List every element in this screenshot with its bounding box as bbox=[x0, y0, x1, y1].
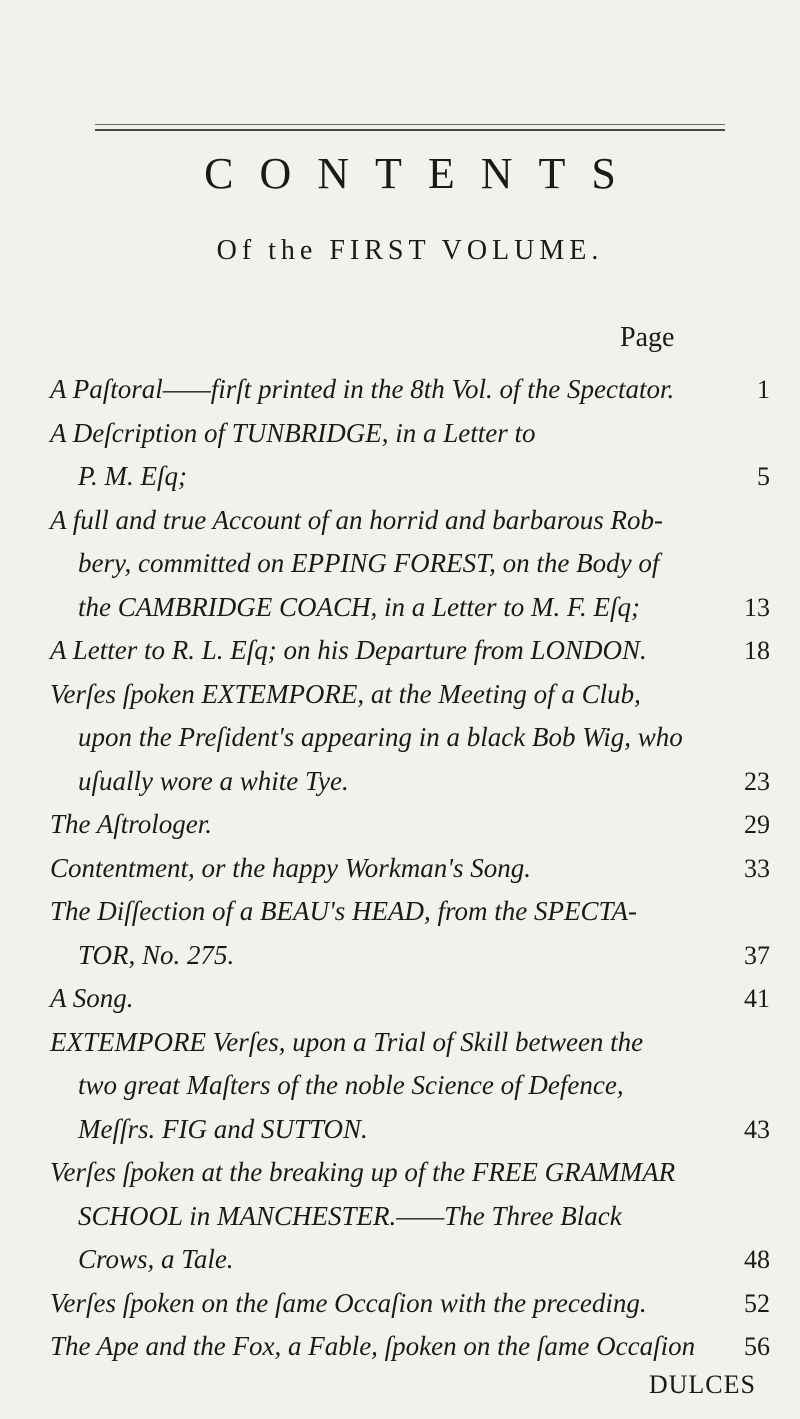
page-title: CONTENTS bbox=[204, 149, 642, 198]
entry-page-number: 33 bbox=[744, 853, 770, 883]
entry-line: two great Maſters of the noble Science of Defence, bbox=[78, 1070, 624, 1100]
entry-line: bery, committed on EPPING FOREST, on the Body of bbox=[78, 548, 660, 578]
entry-line: Verſes ſpoken EXTEMPORE, at the Meeting of a Club, bbox=[50, 678, 641, 709]
entry-line: upon the Preſident's appearing in a black Bob Wig, who bbox=[78, 722, 683, 752]
entry-line: TOR, No. 275. bbox=[78, 939, 235, 970]
entry-page-number: 23 bbox=[744, 766, 770, 796]
entry-line: A Paſtoral——firſt printed in the 8th Vol. of the Spectator. bbox=[50, 374, 675, 404]
contents-entry bbox=[50, 499, 770, 630]
page-column-label: Page bbox=[620, 322, 675, 353]
contents-entry bbox=[50, 803, 770, 847]
entry-line: the CAMBRIDGE COACH, in a Letter to M. F. Eſq; bbox=[78, 591, 640, 622]
contents-entry bbox=[50, 1325, 770, 1369]
contents-list bbox=[50, 368, 770, 1369]
entry-line: EXTEMPORE Verſes, upon a Trial of Skill between the bbox=[50, 1026, 644, 1057]
contents-entry bbox=[50, 1282, 770, 1326]
entry-page-number: 56 bbox=[744, 1332, 770, 1361]
entry-line: Verſes ſpoken at the breaking up of the FREE GRAMMAR bbox=[50, 1157, 676, 1187]
contents-entry bbox=[50, 890, 770, 977]
entry-line: uſually wore a white Tye. bbox=[78, 765, 349, 796]
entry-line: P. M. Eſq; bbox=[78, 461, 187, 491]
entry-page-number: 13 bbox=[744, 592, 770, 622]
entry-line: A full and true Account of an horrid and barbarous Rob- bbox=[50, 504, 663, 535]
entry-page-number: 52 bbox=[744, 1288, 770, 1318]
entry-line: Crows, a Tale. bbox=[78, 1244, 234, 1274]
entry-page-number: 37 bbox=[744, 940, 770, 970]
page-subtitle: Of the FIRST VOLUME. bbox=[216, 235, 604, 266]
entry-line: SCHOOL in MANCHESTER.——The Three Black bbox=[78, 1200, 622, 1231]
contents-entry bbox=[50, 1021, 770, 1152]
entry-page-number: 48 bbox=[744, 1245, 770, 1274]
entry-line: A Letter to R. L. Eſq; on his Departure from LONDON. bbox=[50, 635, 647, 665]
entry-page-number: 29 bbox=[744, 810, 770, 839]
catchword: DULCES bbox=[648, 1370, 756, 1399]
top-rule-thin bbox=[95, 124, 725, 125]
entry-line: The Diſſection of a BEAU's HEAD, from the SPECTA- bbox=[50, 896, 637, 926]
entry-line: The Aſtrologer. bbox=[50, 809, 213, 839]
entry-line: A Song. bbox=[50, 983, 134, 1013]
entry-line: The Ape and the Fox, a Fable, ſpoken on the ſame Occaſion bbox=[50, 1331, 696, 1361]
top-rule-thick bbox=[95, 129, 725, 131]
contents-entry bbox=[50, 977, 770, 1021]
entry-line: Meſſrs. FIG and SUTTON. bbox=[78, 1113, 368, 1144]
entry-page-number: 5 bbox=[757, 462, 770, 491]
contents-entry bbox=[50, 1151, 770, 1282]
entry-page-number: 18 bbox=[744, 636, 770, 665]
contents-entry bbox=[50, 629, 770, 673]
entry-page-number: 1 bbox=[757, 375, 770, 404]
entry-page-number: 41 bbox=[744, 984, 770, 1013]
entry-line: Contentment, or the happy Workman's Song. bbox=[50, 852, 531, 883]
entry-page-number: 43 bbox=[744, 1114, 770, 1144]
contents-entry bbox=[50, 673, 770, 804]
contents-entry bbox=[50, 847, 770, 891]
entry-line: A Deſcription of TUNBRIDGE, in a Letter to bbox=[50, 417, 536, 448]
contents-entry bbox=[50, 368, 770, 412]
contents-entry bbox=[50, 412, 770, 499]
entry-line: Verſes ſpoken on the ſame Occaſion with the preceding. bbox=[50, 1287, 647, 1318]
